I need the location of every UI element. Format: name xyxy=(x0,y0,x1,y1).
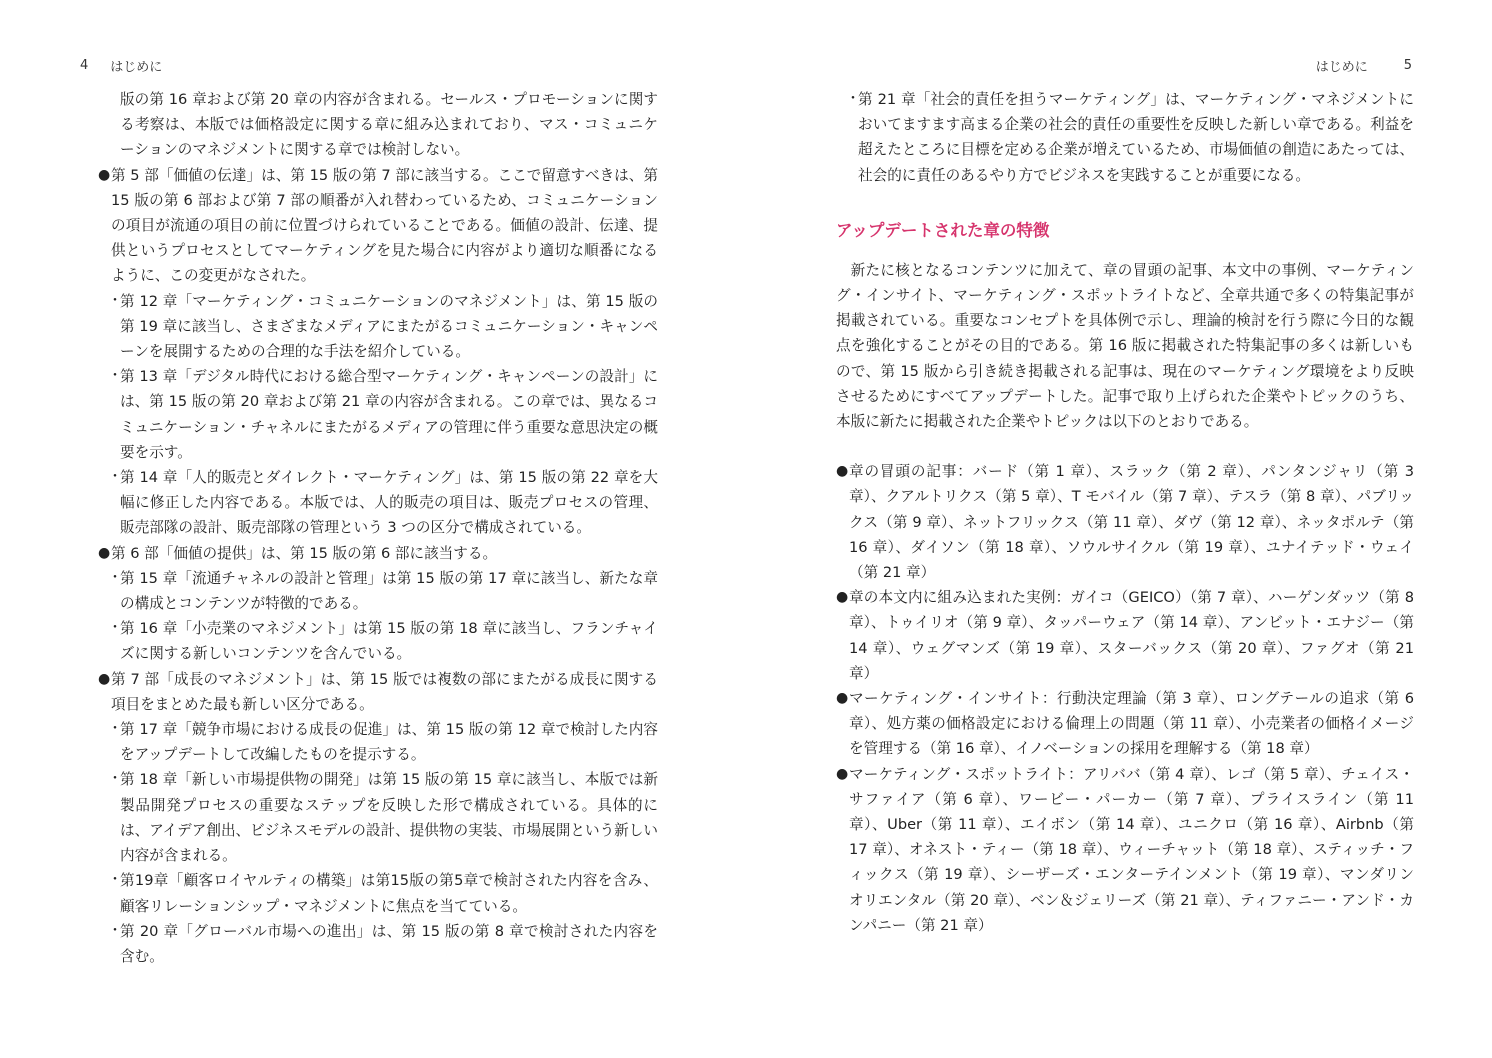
dot-marker: ・ xyxy=(108,469,122,486)
chapter-item xyxy=(98,364,658,465)
left-running-head-title: はじめに xyxy=(110,60,163,75)
item-text: 第19章「顧客ロイヤルティの構築」は第15版の第5章で検討された内容を含み、顧客リレーションシップ・マネジメントに焦点を当てている。 xyxy=(120,872,658,915)
bullet-marker: ● xyxy=(836,463,849,480)
feature-bullet-item xyxy=(836,686,1414,762)
bullet-marker: ● xyxy=(98,166,111,183)
item-text: 第 17 章「競争市場における成長の促進」は、第 15 版の第 12 章で検討した内容をアップデートして改編したものを提示する。 xyxy=(120,721,658,764)
feature-bullet-item xyxy=(836,459,1414,585)
item-text: 第 12 章「マーケティング・コミュニケーションのマネジメント」は、第 15 版の第 19 章に該当し、さまざまなメディアにまたがるコミュニケーション・キャンペーンを展開するための合理的な手法を紹介している。 xyxy=(120,292,658,361)
chapter-21-item-text: 第 21 章「社会的責任を担うマーケティング」は、マーケティング・マネジメントにおいてますます高まる企業の社会的責任の重要性を反映した新しい章である。利益を超えたところに目標を定める企業が増えているため、市場価値の創造にあたっては、社会的に責任のあるやり方でビジネスを実践することが重要になる。 xyxy=(858,91,1414,184)
section-heading: アップデートされた章の特徴 xyxy=(836,220,1050,240)
feature-bullet-item xyxy=(836,585,1414,686)
item-text: 版の第 16 章および第 20 章の内容が含まれる。セールス・プロモーションに関する考察は、本版では価格設定に関する章に組み込まれており、マス・コミュニケーションのマネジメントに関する章では検討しない。 xyxy=(120,91,658,159)
bullet-marker: ● xyxy=(836,765,849,782)
feature-list xyxy=(836,459,1414,938)
right-page-number: 5 xyxy=(1403,58,1412,73)
item-text: 第 15 章「流通チャネルの設計と管理」は第 15 版の第 17 章に該当し、新たな章の構成とコンテンツが特徴的である。 xyxy=(120,569,658,613)
chapter-item xyxy=(98,566,658,616)
chapter-item xyxy=(98,767,658,868)
item-text: 第 7 部「成長のマネジメント」は、第 15 版では複数の部にまたがる成長に関する項目をまとめた最も新しい区分である。 xyxy=(111,670,658,713)
dot-marker: ・ xyxy=(108,771,122,788)
chapter-item xyxy=(98,868,658,918)
item-text: 第 6 部「価値の提供」は、第 15 版の第 6 部に該当する。 xyxy=(111,544,498,562)
item-text: 第 13 章「デジタル時代における総合型マーケティング・キャンペーンの設計」には、第 15 版の第 20 章および第 21 章の内容が含まれる。この章では、異なるコミュニケーション・チャネルにまたがるメディアの管理に伴う重要な意思決定の概要を示す。 xyxy=(120,368,658,461)
chapter-item xyxy=(98,919,658,969)
dot-marker: ・ xyxy=(108,922,122,939)
chapter-item xyxy=(98,289,658,365)
chapter-21-item xyxy=(836,87,1414,188)
right-page-body xyxy=(836,87,1414,938)
continued-text xyxy=(98,87,658,163)
part-bullet-item xyxy=(98,541,658,566)
bullet-marker: ● xyxy=(98,544,111,561)
right-running-head xyxy=(1316,56,1412,75)
dot-marker: ・ xyxy=(108,721,122,738)
item-text: マーケティング・インサイト：行動決定理論（第 3 章）、ロングテールの追求（第 6 章）、処方薬の価格設定における倫理上の問題（第 11 章）、小売業者の価格イメージを管理する（第 16 章）、イノベーションの採用を理解する（第 18 章） xyxy=(849,690,1414,758)
chapter-item xyxy=(98,717,658,767)
item-text: 第 20 章「グローバル市場への進出」は、第 15 版の第 8 章で検討された内容を含む。 xyxy=(120,922,658,965)
chapter-item xyxy=(98,616,658,666)
left-page-number: 4 xyxy=(80,58,89,73)
bullet-marker: ● xyxy=(98,670,111,687)
bullet-marker: ● xyxy=(836,690,849,707)
dot-marker: ・ xyxy=(108,292,122,309)
item-text: 章の冒頭の記事：バード（第 1 章）、スラック（第 2 章）、パンタンジャリ（第 3 章）、クアルトリクス（第 5 章）、T モバイル（第 7 章）、テスラ（第 8 章）、パブリックス（第 9 章）、ネットフリックス（第 11 章）、ダヴ（第 12 章）、ネッタポルテ（第 16 章）、ダイソン（第 18 章）、ソウルサイクル（第 19 章）、ユナイテッド・ウェイ（第 21 章） xyxy=(849,463,1414,582)
part-bullet-item xyxy=(98,667,658,717)
dot-marker: ・ xyxy=(108,872,122,889)
dot-marker: ・ xyxy=(108,569,122,586)
item-text: 第 5 部「価値の伝達」は、第 15 版の第 7 部に該当する。ここで留意すべきは、第 15 版の第 6 部および第 7 部の順番が入れ替わっているため、コミュニケーションの項目が流通の項目の前に位置づけられていることである。価値の設計、伝達、提供というプロセスとしてマーケティングを見た場合に内容がより適切な順番になるように、この変更がなされた。 xyxy=(111,166,658,285)
right-page xyxy=(746,0,1492,1058)
dot-marker: ・ xyxy=(108,368,122,385)
left-page-body xyxy=(98,87,658,969)
item-text: マーケティング・スポットライト：アリババ（第 4 章）、レゴ（第 5 章）、チェイス・サファイア（第 6 章）、ワービー・パーカー（第 7 章）、プライスライン（第 11 章）、Uber（第 11 章）、エイボン（第 14 章）、ユニクロ（第 16 章）、Airbnb（第 17 章）、オネスト・ティー（第 18 章）、ウィーチャット（第 18 章）、スティッチ・フィックス（第 19 章）、シーザーズ・エンターテインメント（第 19 章）、マンダリン オリエンタル（第 20 章）、ベン＆ジェリーズ（第 21 章）、ティファニー・アンド・カンパニー（第 21 章） xyxy=(849,765,1414,934)
part-bullet-item xyxy=(98,163,658,289)
dot-marker: ・ xyxy=(846,91,860,107)
feature-bullet-item xyxy=(836,762,1414,938)
item-text: 第 18 章「新しい市場提供物の開発」は第 15 版の第 15 章に該当し、本版では新製品開発プロセスの重要なステップを反映した形で構成されている。具体的には、アイデア創出、ビジネスモデルの設計、提供物の実装、市場展開という新しい内容が含まれる。 xyxy=(120,771,658,865)
chapter-item xyxy=(98,465,658,541)
item-text: 第 16 章「小売業のマネジメント」は第 15 版の第 18 章に該当し、フランチャイズに関する新しいコンテンツを含んでいる。 xyxy=(120,620,658,663)
left-running-head xyxy=(80,56,162,75)
right-running-head-title: はじめに xyxy=(1315,60,1368,75)
item-text: 第 14 章「人的販売とダイレクト・マーケティング」は、第 15 版の第 22 章を大幅に修正した内容である。本版では、人的販売の項目は、販売プロセスの管理、販売部隊の設計、販売部隊の管理という 3 つの区分で構成されている。 xyxy=(120,469,658,537)
section-paragraph: 新たに核となるコンテンツに加えて、章の冒頭の記事、本文中の事例、マーケティング・インサイト、マーケティング・スポットライトなど、全章共通で多くの特集記事が掲載されている。重要なコンセプトを具体例で示し、理論的検討を行う際に今日的な観点を強化することがその目的である。第 16 版に掲載された特集記事の多くは新しいもので、第 15 版から引き続き掲載される記事は、現在のマーケティング環境をより反映させるためにすべてアップデートした。記事で取り上げられた企業やトピックのうち、本版に新たに掲載された企業やトピックは以下のとおりである。 xyxy=(836,261,1414,431)
item-text: 章の本文内に組み込まれた実例：ガイコ（GEICO）（第 7 章）、ハーゲンダッツ（第 8 章）、トゥイリオ（第 9 章）、タッパーウェア（第 14 章）、アンビット・エナジー（第 14 章）、ウェグマンズ（第 19 章）、スターバックス（第 20 章）、ファグオ（第 21 章） xyxy=(849,589,1414,682)
dot-marker: ・ xyxy=(108,620,122,637)
bullet-marker: ● xyxy=(836,589,849,606)
